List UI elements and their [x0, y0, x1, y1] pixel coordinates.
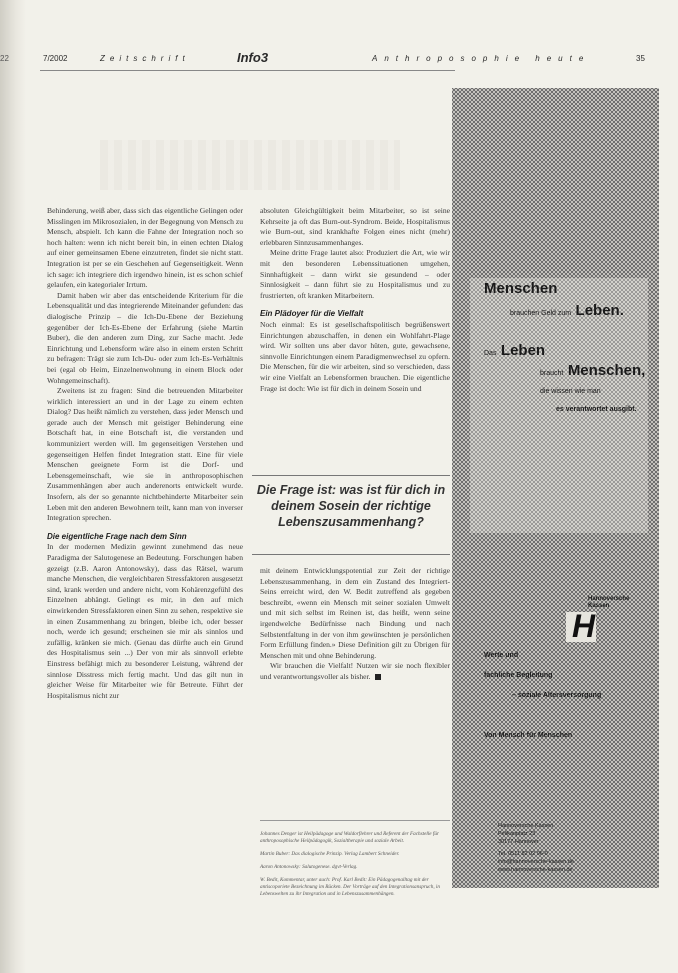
footnote-rule [260, 820, 450, 821]
ad-address: Hannoversche Kassen Pelikanplatz 23 30177 Hannover Tel. 0511 82 02 96-0 info@hannoversche-kassen.de www.hannoversche-kassen.de [498, 823, 574, 873]
advertisement-panel [452, 88, 659, 888]
ad-line-two: brauchen Geld zum Leben. [510, 302, 624, 319]
footnotes [260, 820, 450, 904]
paragraph: Damit haben wir aber das entscheidende Kriterium für die Lebensqualität und das integrierende Miteinander gefunden: das dialogische Prinzip – die Ich-Du-Ebene der Beziehung gegenüber der Ich-Es-Ebene der Erfahrung (siehe Martin Buber), die den anderen zum Ding, zur Sache macht. Jede Einrichtung und Lebensform wäre also in einem ersten Schritt zu befragen: Trägt sie zum Ich-Du- oder zum Ich-Es-Verhältnis bei (egal ob Heim, Einzelnenwohnung in einem Block oder Wohngemeinschaft). [47, 290, 243, 385]
ad-tagline-2: fachliche Begleitung [484, 672, 553, 679]
paragraph: absoluten Gleichgültigkeit beim Mitarbeiter, so ist seine Kehrseite ja oft das Burn-out-Syndrom. Beide, Hospitalismus wie Burn-out, sind krankhafte Folgen eines nicht (mehr) erlebbaren Sinnzusammenhanges. [260, 206, 450, 247]
header-rule [40, 70, 455, 71]
ad-tagline-3: – soziale Altersversorgung [512, 692, 602, 699]
paragraph: mit deinem Entwicklungspotential zur Zeit der richtige Lebenszusammenhang, in dem ein Zustand des Integriert-Seins erreicht wird, den W. Bedit zutreffend als gegeben beschreibt, «wenn ein Mensch mit seiner sozialen Umwelt und mit sich selbst im Reinen ist, das heißt, wenn seine irgendwelche Bedürfnisse nach Bindung und nach Selbstentfaltung in der von ihm gewünschten je persönlichen Form Erfüllung finden.» Diese Definition gilt zu Übrigen für Menschen mit und ohne Behinderung. [260, 566, 450, 660]
text-column-right-upper [260, 206, 450, 394]
subheading: Ein Plädoyer für die Vielfalt [260, 309, 364, 319]
paragraph: Noch einmal: Es ist gesellschaftspolitisch begrüßenswert Einrichtungen abzuschaffen, in denen ein Wohlfahrt-Plage wird. Wir sollten uns aber davor hüten, gute, gewachsene, sinnvolle Einrichtungen einem Paradigmenwechsel zu opfern. Die Menschen, für die wir arbeiten, sind so verschieden, dass wir eine Vielfalt an Lebensformen brauchen. Die eigentliche Frage ist doch: Wie ist für dich in deinem Sosein und [260, 319, 450, 393]
paragraph: Meine dritte Frage lautet also: Produziert die Art, wie wir mit den besonderen Lebenssituationen umgehen, Sinnhaftigkeit – dann wirkt sie gesundend – oder Sinnlosigkeit – dann führt sie zu Hospitalismus und zu frustrierten, oft kranken Mitarbeitern. [260, 248, 450, 300]
section-label: Anthroposophie heute [372, 54, 591, 63]
hannoversche-logo [548, 596, 648, 656]
running-header [0, 52, 678, 68]
logo-letter: H [572, 608, 596, 644]
footnote: Johannes Denger ist Heilpädagoge und Waldorflehrer und Referent der Fachstelle für anthroposophische Heilpädagogik, Sozialtherapie und soziale Arbeit. [260, 831, 439, 844]
paragraph: In der modernen Medizin gewinnt zunehmend das neue Paradigma der Salutogenese an Bedeutung. Forschungen haben gezeigt (z.B. Aaron Antonowsky), dass das Rätsel, warum manche Menschen, die vergleichbaren Stressfaktoren ausgesetzt sind, krank werden und andere nicht, vom Kohärenzgefühl des Einzelnen abhängt. Gelingt es mir, in den auf mich einwirkenden Stressfaktoren einen Sinn zu sehen, respektive sie in einen Zusammenhang zu bringen, bleibe ich, oder besser noch, werde ich gesund; erscheinen sie mir als sinnlos und zufällig, kränken sie mich. (Genau das dürfte auch ein Grund des Hospitalismus sein ...) Der von mir als sinnvoll erlebte Einstress befähigt mich zu besonderer Leistung, während der sinnlose Disstress mich fertig macht. Und das gilt nun in gleicher Weise für Mitarbeiter wie für Betreute. Führt der Hospitalismus nicht zur [47, 542, 243, 700]
ad-tagline-4: Von Mensch für Menschen [484, 732, 573, 739]
ad-tagline-1: Werte und [484, 652, 519, 659]
footnote: Martin Buber: Das dialogische Prinzip. Verlag Lambert Schneider. [260, 851, 400, 857]
page-number: 35 [636, 54, 645, 63]
text-column-left [47, 206, 243, 701]
paragraph-final [260, 661, 450, 682]
footnote: W. Bedit, Kommentar, unter auch: Prof. Karl Bedit: Ein Pädagogenalltag mit der antiscoporiete Bezeichnung im Rücken. Der Vorträge auf den Integrationsanspruch, in Lebenswelten zu ihr Integration und in Lebenszusammenhängen. [260, 877, 440, 897]
logo-text: Hannoversche Kassen [588, 596, 630, 609]
previous-page-number: 22 [0, 54, 9, 63]
pull-quote: Die Frage ist: was ist für dich in deinem Sosein der richtige Lebenszusammenhang? [252, 475, 450, 555]
paragraph: Zweitens ist zu fragen: Sind die betreuenden Mitarbeiter wirklich interessiert an und in der Lage zu einem echten Dialog? Das heißt nämlich zu verstehen, dass jeder Mensch und gerade auch der Mensch mit geistiger Behinderung eine Botschaft hat, in eine Botschaft ist, die verstanden und kommuniziert werden will. Im gegenseitigen Verstehen und gegenseitigen Helfen findet Integration statt. Eine für viele Menschen geeignete Form ist die Dorf- und Lebensgemeinschaft, wie sie in anthroposophischen Zusammenhängen aber auch anderenorts entwickelt wurde. Insofern, als der so genannte nichtbehinderte Mitarbeiter sein Leben mit den anderen Bewohnern teilt, kann man von inverser Integration sprechen. [47, 386, 243, 523]
page-gutter [0, 0, 26, 973]
faded-heading-area [100, 140, 400, 190]
footnote: Aaron Antonowsky: Salutogenese. dgvt-Verlag. [260, 864, 358, 870]
ad-line-six: es verantwortet ausgibt. [556, 406, 637, 413]
final-paragraph-text: Wir brauchen die Vielfalt! Nutzen wir sie noch flexibler und verantwortungsvoller als bisher. [260, 661, 450, 681]
text-column-right-lower [260, 566, 450, 683]
subheading: Die eigentliche Frage nach dem Sinn [47, 531, 187, 541]
ad-line-four: braucht Menschen, [540, 362, 646, 379]
paragraph: Behinderung, weiß aber, dass sich das eigentliche Gelingen oder Misslingen im Mikrosozialen, in der Begegnung von Mensch zu Mensch, abspielt. Ich kann die Fahne der Integration noch so hoch halten: wenn ich nicht bereit bin, in einen echten Dialog auf einer gemeinsamen Ebene einzutreten, findet sie nicht statt. Integration ist per se ein Geschehen auf Gegenseitigkeit. Wenn ich sage: ich integriere dich irgendwo hinein, ist es schon schief gelaufen, ein kategorialer Irrtum. [47, 206, 243, 290]
ad-line-three: Das Leben [484, 342, 546, 359]
zeitschrift-label: Zeitschrift [100, 54, 190, 63]
end-mark-icon [375, 674, 381, 680]
ad-headline-menschen: Menschen [484, 280, 558, 297]
issue-number: 7/2002 [43, 54, 68, 63]
ad-line-five: die wissen wie man [540, 388, 601, 395]
magazine-logo: Info3 [237, 50, 269, 65]
